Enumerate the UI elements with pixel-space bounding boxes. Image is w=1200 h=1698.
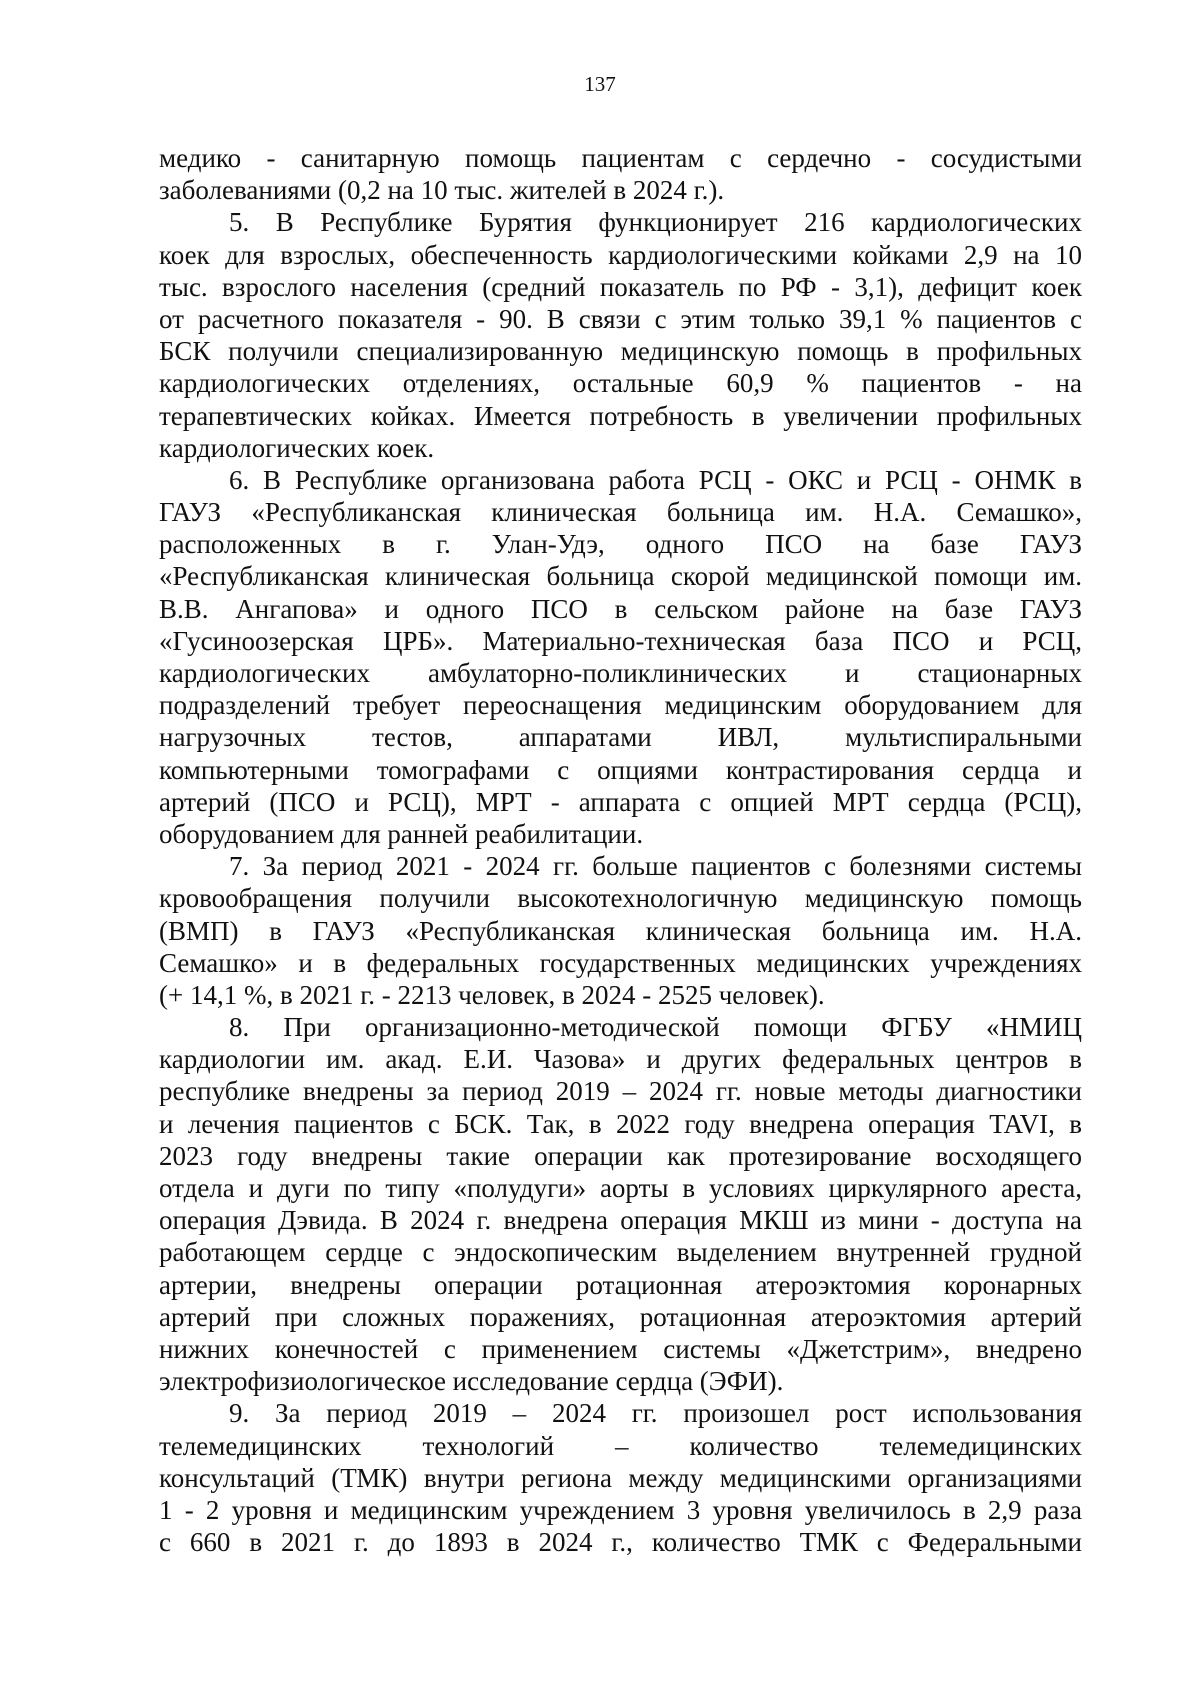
text-line: «Республиканская клиническая больница скорой медицинской помощи им.	[159, 561, 1082, 592]
text-line: 6. В Республике организована работа РСЦ - ОКС и РСЦ - ОНМК в	[229, 464, 1082, 495]
text-line: электрофизиологическое исследование сердца (ЭФИ).	[159, 1366, 784, 1397]
text-line: кровообращения получили высокотехнологичную медицинскую помощь	[159, 883, 1082, 914]
text-line: «Гусиноозерская ЦРБ». Материально-техническая база ПСО и РСЦ,	[159, 625, 1082, 656]
body-text	[159, 142, 1082, 1558]
paragraph	[159, 464, 1082, 850]
paragraph	[159, 850, 1082, 1011]
text-line: артерии, внедрены операции ротационная атероэктомия коронарных	[159, 1269, 1082, 1300]
text-line: заболеваниями (0,2 на 10 тыс. жителей в 2024 г.).	[159, 175, 725, 206]
text-line: 2023 году внедрены такие операции как протезирование восходящего	[159, 1140, 1082, 1171]
text-line: ГАУЗ «Республиканская клиническая больница им. Н.А. Семашко»,	[159, 497, 1082, 528]
text-line: тыс. взрослого населения (средний показатель по РФ - 3,1), дефицит коек	[159, 271, 1082, 302]
text-line: расположенных в г. Улан-Удэ, одного ПСО на базе ГАУЗ	[159, 529, 1082, 560]
text-line: 7. За период 2021 - 2024 гг. больше пациентов с болезнями системы	[229, 851, 1082, 882]
text-line: 1 - 2 уровня и медицинским учреждением 3 уровня увеличилось в 2,9 раза	[159, 1494, 1082, 1525]
text-line: артерий при сложных поражениях, ротационная атероэктомия артерий	[159, 1301, 1082, 1332]
text-line: артерий (ПСО и РСЦ), МРТ - аппарата с опцией МРТ сердца (РСЦ),	[159, 786, 1082, 817]
text-line: медико - санитарную помощь пациентам с сердечно - сосудистыми	[159, 143, 1082, 173]
text-line: кардиологических коек.	[159, 432, 435, 463]
text-line: (+ 14,1 %, в 2021 г. - 2213 человек, в 2024 - 2525 человек).	[159, 979, 825, 1010]
text-line: компьютерными томографами с опциями контрастирования сердца и	[159, 754, 1082, 785]
text-line: нижних конечностей с применением системы «Джетстрим», внедрено	[159, 1333, 1082, 1364]
text-line: (ВМП) в ГАУЗ «Республиканская клиническая больница им. Н.А.	[159, 915, 1082, 946]
text-line: терапевтических койках. Имеется потребность в увеличении профильных	[159, 400, 1082, 431]
text-line: кардиологических отделениях, остальные 60,9 % пациентов - на	[159, 368, 1082, 399]
paragraph	[159, 206, 1082, 464]
text-line: кардиологии им. акад. Е.И. Чазова» и других федеральных центров в	[159, 1044, 1082, 1075]
text-line: Семашко» и в федеральных государственных медицинских учреждениях	[159, 947, 1082, 978]
text-line: 5. В Республике Бурятия функционирует 216 кардиологических	[229, 207, 1082, 238]
text-line: нагрузочных тестов, аппаратами ИВЛ, мультиспиральными	[159, 722, 1082, 753]
text-line: отдела и дуги по типу «полудуги» аорты в условиях циркулярного ареста,	[159, 1173, 1082, 1203]
text-line: консультаций (ТМК) внутри региона между медицинскими организациями	[159, 1462, 1082, 1493]
paragraph	[159, 142, 1082, 206]
text-line: телемедицинских технологий – количество телемедицинских	[159, 1430, 1082, 1461]
page-number: 137	[584, 72, 616, 96]
text-line: БСК получили специализированную медицинскую помощь в профильных	[159, 336, 1082, 367]
text-line: с 660 в 2021 г. до 1893 в 2024 г., количество ТМК с Федеральными	[159, 1527, 1082, 1558]
text-line: 9. За период 2019 – 2024 гг. произошел рост использования	[229, 1398, 1082, 1429]
text-line: 8. При организационно-методической помощи ФГБУ «НМИЦ	[229, 1012, 1082, 1043]
text-line: подразделений требует переоснащения медицинским оборудованием для	[159, 690, 1082, 721]
text-line: кардиологических амбулаторно-поликлинических и стационарных	[159, 658, 1082, 688]
text-line: оборудованием для ранней реабилитации.	[159, 818, 644, 849]
paragraph	[159, 1397, 1082, 1558]
text-line: от расчетного показателя - 90. В связи с этим только 39,1 % пациентов с	[159, 303, 1082, 334]
paragraph	[159, 1011, 1082, 1397]
text-line: В.В. Ангапова» и одного ПСО в сельском районе на базе ГАУЗ	[159, 593, 1082, 624]
text-line: республике внедрены за период 2019 – 2024 гг. новые методы диагностики	[159, 1076, 1082, 1107]
text-line: коек для взрослых, обеспеченность кардиологическими койками 2,9 на 10	[159, 239, 1082, 270]
text-line: работающем сердце с эндоскопическим выделением внутренней грудной	[159, 1237, 1082, 1268]
text-line: и лечения пациентов с БСК. Так, в 2022 году внедрена операция TAVI, в	[159, 1108, 1082, 1139]
text-line: операция Дэвида. В 2024 г. внедрена операция МКШ из мини - доступа на	[159, 1205, 1082, 1236]
